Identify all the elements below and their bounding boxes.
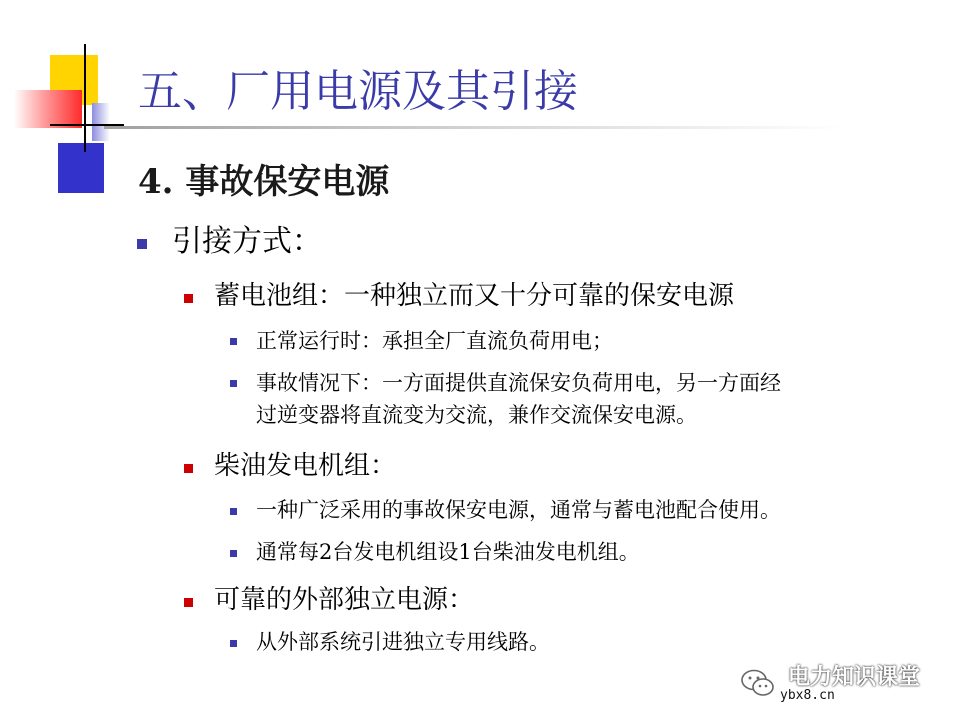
bullet-square-icon (230, 508, 237, 515)
wechat-icon (740, 668, 776, 698)
list-item-level3: 一种广泛采用的事故保安电源，通常与蓄电池配合使用。 (256, 498, 781, 522)
bullet-square-icon (230, 338, 237, 345)
list-item-level3: 从外部系统引进独立专用线路。 (256, 630, 550, 654)
bullet-square-icon (184, 598, 193, 607)
bullet-square-icon (230, 640, 237, 647)
list-item-level2: 柴油发电机组： (214, 451, 397, 481)
bullet-square-icon (184, 294, 193, 303)
bullet-square-icon (184, 464, 193, 473)
list-item-level3-continuation: 过逆变器将直流变为交流，兼作交流保安电源。 (256, 403, 697, 427)
list-item-level2: 可靠的外部独立电源： (214, 585, 475, 615)
bullet-square-icon (230, 550, 237, 557)
list-item-level3: 事故情况下：一方面提供直流保安负荷用电，另一方面经 (256, 371, 781, 395)
list-item-level3: 通常每2台发电机组设1台柴油发电机组。 (256, 540, 640, 564)
slide-subtitle: 4. 事故保安电源 (138, 162, 390, 202)
slide-title: 五、厂用电源及其引接 (138, 66, 578, 117)
decor-blue-square (58, 143, 104, 193)
bullet-square-icon (230, 380, 237, 387)
decor-blue-gradient-strip (92, 103, 110, 141)
decor-red-gradient-block (14, 90, 82, 128)
bullet-square-icon (137, 239, 147, 249)
list-item-level3: 正常运行时：承担全厂直流负荷用电； (256, 329, 613, 353)
watermark-url: ybx8.cn (780, 688, 835, 703)
list-item-level2: 蓄电池组：一种独立而又十分可靠的保安电源 (214, 281, 735, 311)
title-underline (104, 126, 844, 129)
decor-vertical-line (84, 44, 86, 152)
watermark (740, 662, 950, 706)
watermark-name: 电力知识课堂 (788, 665, 921, 690)
list-item-level1: 引接方式： (172, 224, 322, 259)
